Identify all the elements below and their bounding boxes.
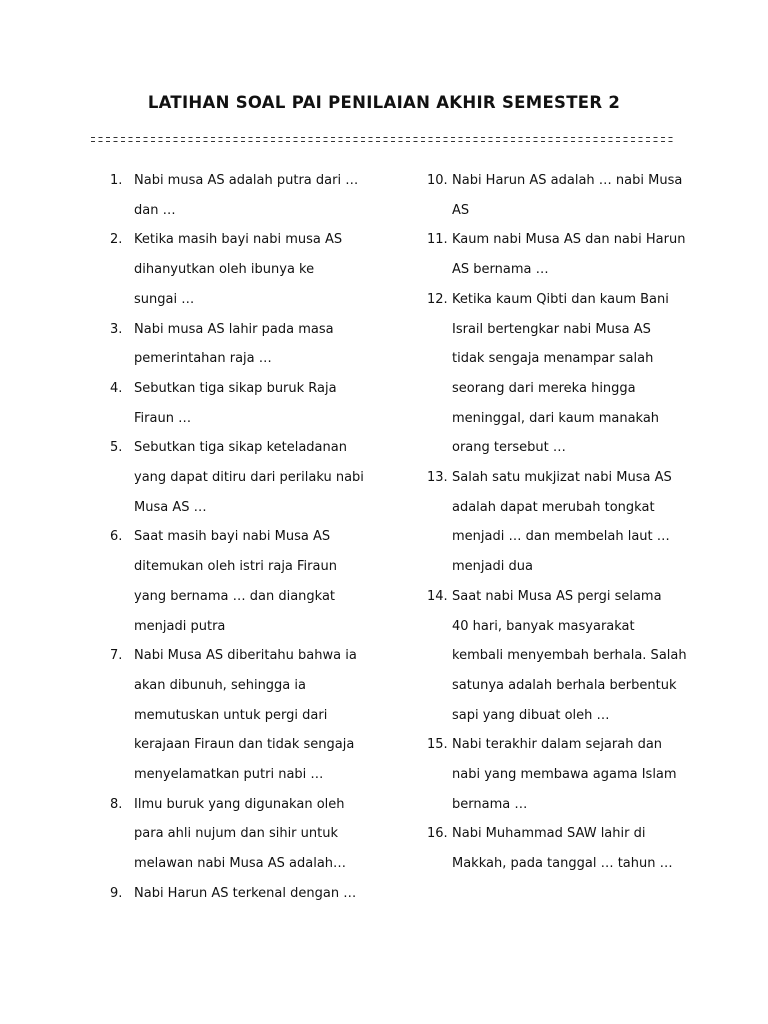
double-line-separator [91, 135, 676, 145]
question-item [110, 879, 400, 909]
question-item [427, 463, 692, 582]
question-number: 7. [110, 648, 123, 664]
question-text [134, 522, 400, 641]
question-text-line: menjadi dua [452, 559, 533, 575]
question-item [427, 285, 692, 463]
question-text [452, 463, 692, 582]
question-text-line: Nabi Harun AS adalah … nabi Musa [452, 173, 683, 188]
question-text [134, 374, 400, 433]
question-text-line: adalah dapat merubah tongkat [452, 499, 655, 515]
question-text [134, 879, 400, 909]
question-list-right [427, 166, 692, 879]
question-text [134, 433, 400, 522]
question-text-line: AS [452, 202, 470, 218]
question-text-line: AS bernama … [452, 262, 549, 278]
question-text-line: Ilmu buruk yang digunakan oleh [134, 796, 345, 812]
question-number: 5. [110, 440, 123, 456]
question-item [110, 166, 400, 225]
question-text-line: para ahli nujum dan sihir untuk [134, 826, 338, 842]
question-item [427, 582, 692, 731]
question-text-line: tidak sengaja menampar salah [452, 351, 654, 367]
question-text-line: orang tersebut … [452, 440, 566, 456]
question-text-line: memutuskan untuk pergi dari [134, 707, 328, 723]
question-text-line: Ketika kaum Qibti dan kaum Bani [452, 291, 669, 307]
page-title: LATIHAN SOAL PAI PENILAIAN AKHIR SEMESTER 2 [147, 93, 621, 112]
question-text [134, 790, 400, 879]
question-item [427, 730, 692, 819]
question-text [452, 582, 692, 731]
question-text [452, 819, 692, 878]
question-number: 11. [427, 232, 448, 248]
question-number: 4. [110, 380, 123, 396]
question-text-line: akan dibunuh, sehingga ia [134, 677, 306, 693]
question-text [452, 730, 692, 819]
question-text-line: satunya adalah berhala berbentuk [452, 677, 677, 693]
question-number: 8. [110, 796, 123, 812]
question-item [427, 166, 692, 225]
question-text-line: Nabi Harun AS terkenal dengan … [134, 885, 357, 901]
question-number: 14. [427, 588, 448, 604]
question-text-line: Musa AS … [134, 499, 207, 515]
question-number: 12. [427, 291, 448, 307]
question-text-line: dihanyutkan oleh ibunya ke [134, 262, 315, 278]
question-item [110, 641, 400, 790]
question-text-line: bernama … [452, 796, 528, 812]
question-number: 15. [427, 737, 448, 753]
question-list-left [110, 166, 400, 909]
question-text-line: yang dapat ditiru dari perilaku nabi [134, 470, 364, 486]
question-number: 9. [110, 885, 123, 901]
question-text-line: melawan nabi Musa AS adalah… [134, 856, 347, 872]
question-text-line: Nabi terakhir dalam sejarah dan [452, 737, 663, 753]
question-item [427, 225, 692, 284]
question-text-line: kembali menyembah berhala. Salah [452, 648, 687, 664]
question-text-line: Sebutkan tiga sikap keteladanan [134, 440, 347, 456]
question-number: 3. [110, 321, 123, 337]
question-text-line: Nabi musa AS lahir pada masa [134, 321, 334, 337]
question-item [110, 225, 400, 314]
question-text [134, 166, 400, 225]
question-text [134, 315, 400, 374]
question-number: 6. [110, 529, 123, 545]
question-text [452, 285, 692, 463]
question-text [134, 225, 400, 314]
question-number: 2. [110, 232, 123, 248]
question-text-line: meninggal, dari kaum manakah [452, 410, 660, 426]
question-text-line: menjadi … dan membelah laut … [452, 529, 670, 545]
question-text-line: Makkah, pada tanggal … tahun … [452, 856, 673, 872]
question-text-line: Nabi Musa AS diberitahu bahwa ia [134, 648, 357, 664]
question-item [427, 819, 692, 878]
question-text-line: pemerintahan raja … [134, 351, 272, 367]
question-number: 16. [427, 826, 448, 842]
question-text-line: seorang dari mereka hingga [452, 380, 636, 396]
question-text [134, 641, 400, 790]
question-number: 10. [427, 173, 448, 188]
question-item [110, 315, 400, 374]
question-text-line: nabi yang membawa agama Islam [452, 767, 677, 783]
question-text [452, 225, 692, 284]
question-text-line: menyelamatkan putri nabi … [134, 767, 324, 783]
question-text-line: Salah satu mukjizat nabi Musa AS [452, 470, 672, 486]
question-text-line: Israil bertengkar nabi Musa AS [452, 321, 651, 337]
question-text-line: sapi yang dibuat oleh … [452, 707, 610, 723]
question-number: 1. [110, 173, 123, 188]
question-text-line: Kaum nabi Musa AS dan nabi Harun [452, 232, 686, 248]
question-number: 13. [427, 470, 448, 486]
question-item [110, 790, 400, 879]
question-text-line: Firaun … [134, 410, 192, 426]
question-text-line: Nabi Muhammad SAW lahir di [452, 826, 646, 842]
question-text-line: yang bernama … dan diangkat [134, 588, 336, 604]
question-text-line: 40 hari, banyak masyarakat [452, 618, 635, 634]
question-text-line: ditemukan oleh istri raja Firaun [134, 559, 337, 575]
question-text-line: Ketika masih bayi nabi musa AS [134, 232, 343, 248]
question-item [110, 374, 400, 433]
question-text-line: dan … [134, 202, 176, 218]
question-text-line: kerajaan Firaun dan tidak sengaja [134, 737, 355, 753]
question-item [110, 433, 400, 522]
question-text-line: Nabi musa AS adalah putra dari … [134, 173, 359, 188]
question-text-line: Saat masih bayi nabi Musa AS [134, 529, 331, 545]
question-text-line: menjadi putra [134, 618, 226, 634]
question-item [110, 522, 400, 641]
question-text-line: Sebutkan tiga sikap buruk Raja [134, 380, 337, 396]
question-text-line: sungai … [134, 291, 195, 307]
question-text-line: Saat nabi Musa AS pergi selama [452, 588, 662, 604]
question-text [452, 166, 692, 225]
